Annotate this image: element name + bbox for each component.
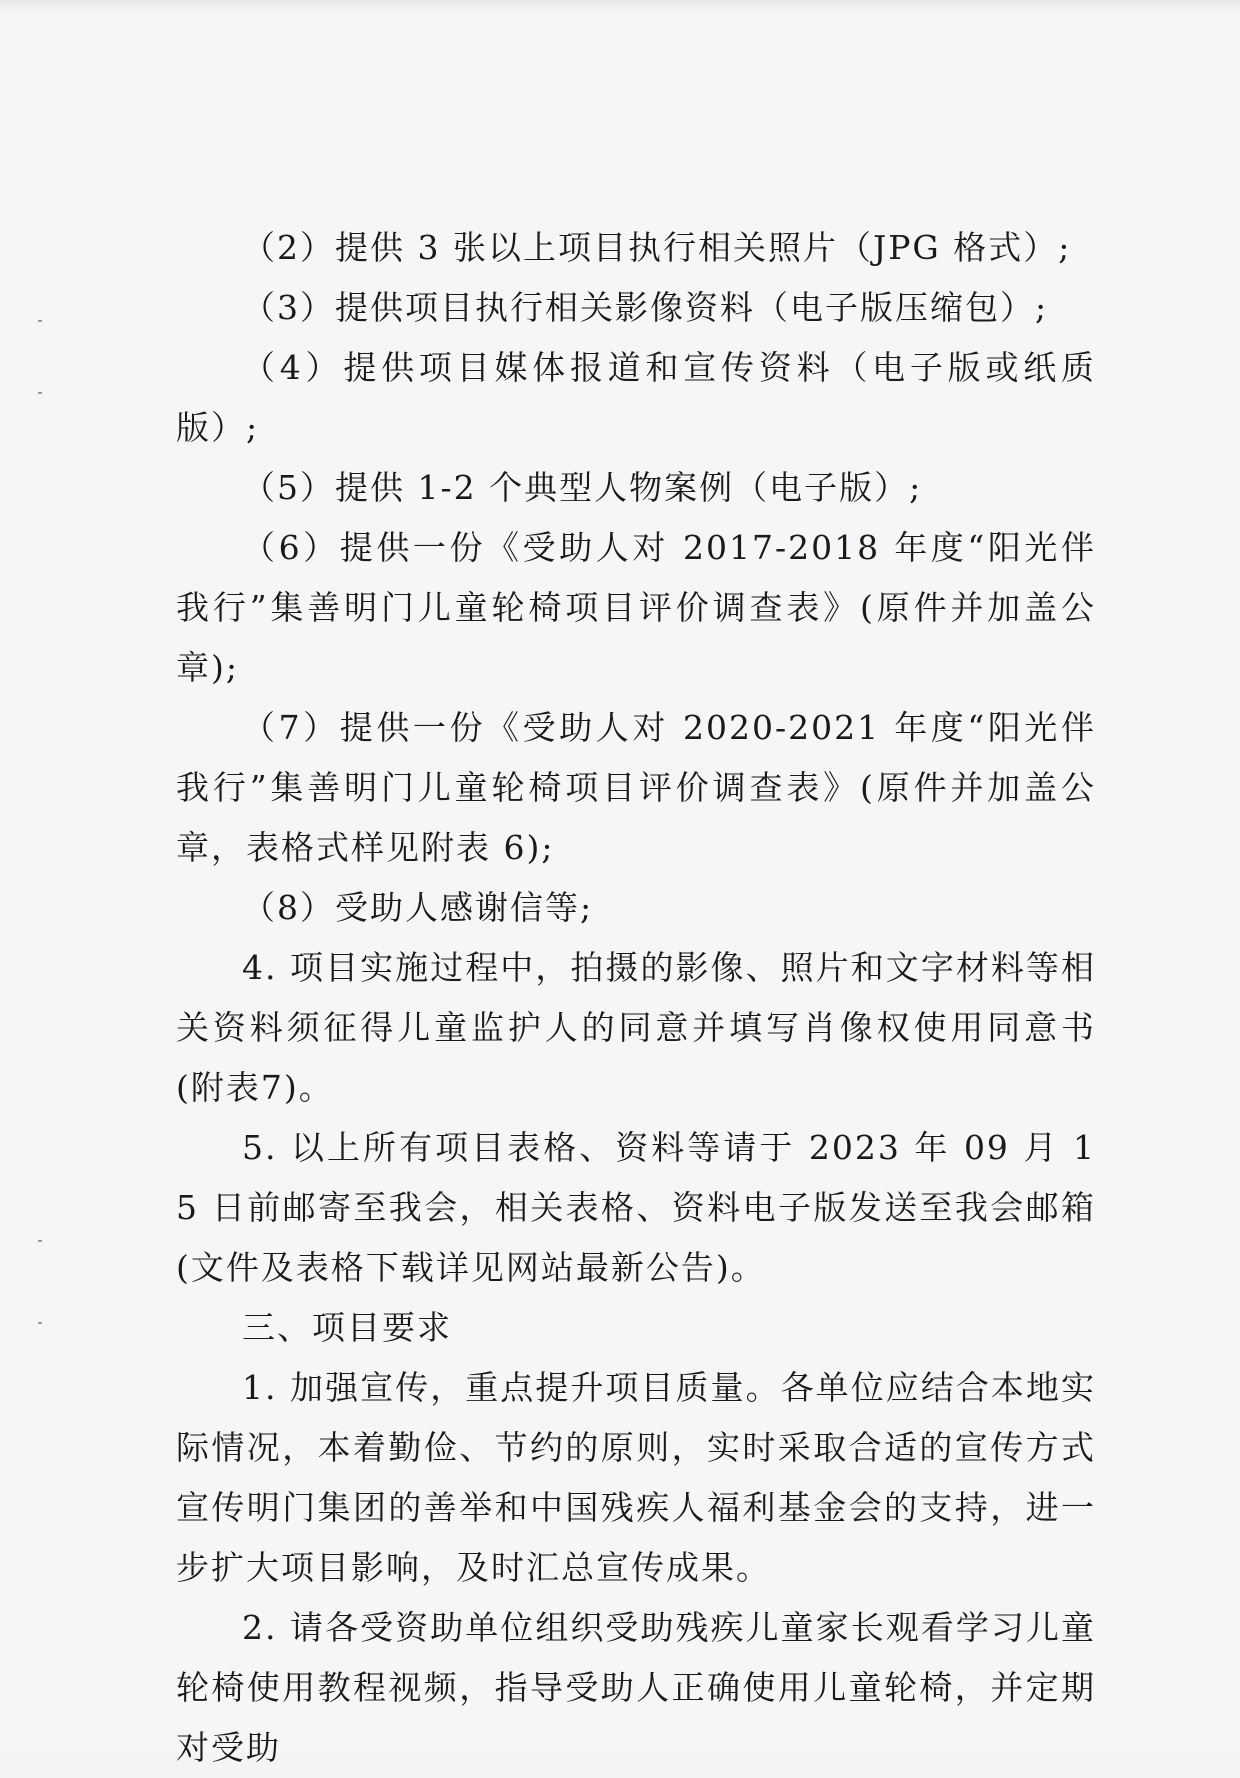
item-media: （4）提供项目媒体报道和宣传资料（电子版或纸质版）; [176,348,1096,447]
scan-top-edge [0,0,1240,14]
item-cases: （5）提供 1-2 个典型人物案例（电子版）; [242,468,923,507]
section-title: 三、项目要求 [242,1308,452,1347]
scan-speck [38,1240,42,1242]
clause-4-consent: 4. 项目实施过程中，拍摄的影像、照片和文字材料等相关资料须征得儿童监护人的同意并填写肖像权使用同意书(附表7)。 [176,948,1096,1107]
scan-speck [38,392,42,394]
item-photos: （2）提供 3 张以上项目执行相关照片（JPG 格式）; [242,228,1072,267]
scan-speck [38,1322,42,1324]
item-survey-2020: （7）提供一份《受助人对 2020-2021 年度“阳光伴我行”集善明门儿童轮椅项目评价调查表》(原件并加盖公章，表格式样见附表 6); [176,708,1096,867]
item-thanks-letter: （8）受助人感谢信等; [242,888,594,927]
item-survey-2017: （6）提供一份《受助人对 2017-2018 年度“阳光伴我行”集善明门儿童轮椅项目评价调查表》(原件并加盖公章); [176,528,1096,687]
clause-5-deadline: 5. 以上所有项目表格、资料等请于 2023 年 09 月 15 日前邮寄至我会，相关表格、资料电子版发送至我会邮箱(文件及表格下载详见网站最新公告)。 [176,1128,1096,1287]
requirement-1: 1. 加强宣传，重点提升项目质量。各单位应结合本地实际情况，本着勤俭、节约的原则，实时采取合适的宣传方式宣传明门集团的善举和中国残疾人福利基金会的支持，进一步扩大项目影响，及时汇总宣传成果。 [176,1368,1096,1587]
scan-speck [38,320,42,322]
requirement-2: 2. 请各受资助单位组织受助残疾儿童家长观看学习儿童轮椅使用教程视频，指导受助人正确使用儿童轮椅，并定期对受助 [176,1608,1096,1767]
document-body [176,218,1096,1778]
item-video: （3）提供项目执行相关影像资料（电子版压缩包）; [242,288,1049,327]
